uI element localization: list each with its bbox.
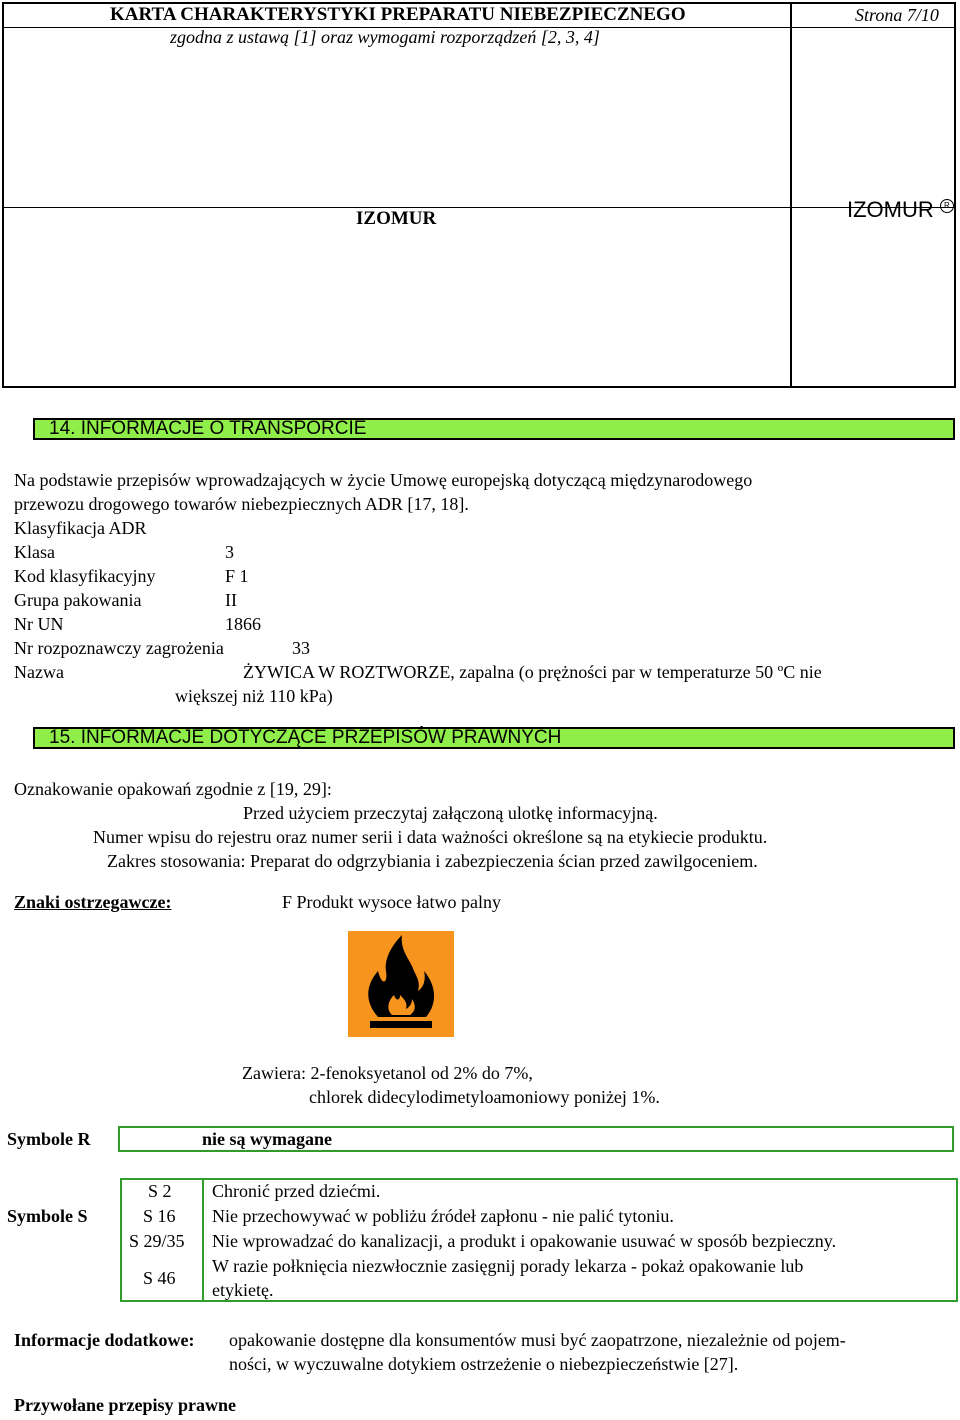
adr-value: 33 — [292, 638, 310, 658]
flame-hazard-icon — [348, 931, 454, 1037]
adr-label: Klasa — [14, 542, 55, 562]
document-subtitle: zgodna z ustawą [1] oraz wymogami rozporządzeń [2, 3, 4] — [170, 27, 600, 47]
additional-info-text: ności, w wyczuwalne dotykiem ostrzeżenie o niebezpieczeństwie [27]. — [229, 1354, 739, 1374]
labeling-heading: Oznakowanie opakowań zgodnie z [19, 29]: — [14, 779, 332, 799]
references-heading: Przywołane przepisy prawne — [14, 1395, 236, 1415]
s-text: Nie przechowywać w pobliżu źródeł zapłonu - nie palić tytoniu. — [212, 1206, 674, 1226]
adr-label: Nr rozpoznawczy zagrożenia — [14, 638, 224, 658]
adr-value: II — [225, 590, 237, 610]
registered-mark-icon — [940, 199, 954, 213]
header-rule — [2, 207, 956, 208]
s-text: Nie wprowadzać do kanalizacji, a produkt i opakowanie usuwać w sposób bezpieczny. — [212, 1231, 837, 1251]
s-table-divider — [202, 1178, 204, 1302]
s-code: S 29/35 — [129, 1231, 185, 1251]
additional-info-text: opakowanie dostępne dla konsumentów musi być zaopatrzone, niezależnie od pojem- — [229, 1330, 846, 1350]
document-title: KARTA CHARAKTERYSTYKI PREPARATU NIEBEZPIECZNEGO — [110, 4, 686, 25]
header-divider — [790, 2, 792, 388]
page-number: Strona 7/10 — [855, 5, 939, 25]
s-text: etykietę. — [212, 1280, 274, 1300]
r-symbols-value: nie są wymagane — [202, 1129, 332, 1149]
s-code: S 16 — [143, 1206, 176, 1226]
section-14-header — [33, 418, 955, 440]
adr-name-value: ŻYWICA W ROZTWORZE, zapalna (o prężności par w temperaturze 50 ºC nie — [243, 662, 822, 682]
product-name: IZOMUR — [356, 208, 437, 229]
adr-value: 1866 — [225, 614, 261, 634]
warning-signs-value: F Produkt wysoce łatwo palny — [282, 892, 501, 912]
adr-name-value: większej niż 110 kPa) — [175, 686, 333, 706]
labeling-text: Zakres stosowania: Preparat do odgrzybiania i zabezpieczenia ścian przed zawilgoceniem. — [107, 851, 758, 871]
product-logo-text: IZOMUR — [847, 197, 934, 222]
additional-info-label: Informacje dodatkowe: — [14, 1330, 195, 1350]
adr-label: Grupa pakowania — [14, 590, 142, 610]
section-15-header — [33, 727, 955, 749]
s-text: W razie połknięcia niezwłocznie zasięgnij porady lekarza - pokaż opakowanie lub — [212, 1256, 804, 1276]
product-logo — [847, 197, 954, 223]
labeling-text: Przed użyciem przeczytaj załączoną ulotkę informacyjną. — [243, 803, 658, 823]
s-text: Chronić przed dziećmi. — [212, 1181, 381, 1201]
adr-value: F 1 — [225, 566, 249, 586]
contains-text: chlorek didecylodimetyloamoniowy poniżej 1%. — [309, 1087, 660, 1107]
section-title: 15. INFORMACJE DOTYCZĄCE PRZEPISÓW PRAWNYCH — [49, 727, 562, 748]
registered-mark: R — [944, 201, 950, 210]
s-symbols-label: Symbole S — [7, 1206, 88, 1226]
r-symbols-label: Symbole R — [7, 1129, 91, 1149]
warning-signs-label: Znaki ostrzegawcze: — [14, 892, 172, 912]
s-code: S 2 — [148, 1181, 172, 1201]
adr-heading: Klasyfikacja ADR — [14, 518, 147, 538]
intro-text: Na podstawie przepisów wprowadzających w życie Umowę europejską dotyczącą międzynarodowego — [14, 470, 753, 490]
adr-label: Kod klasyfikacyjny — [14, 566, 156, 586]
header-box — [2, 2, 956, 388]
adr-label: Nr UN — [14, 614, 64, 634]
contains-text: Zawiera: 2-fenoksyetanol od 2% do 7%, — [242, 1063, 533, 1083]
adr-label: Nazwa — [14, 662, 64, 682]
intro-text: przewozu drogowego towarów niebezpiecznych ADR [17, 18]. — [14, 494, 469, 514]
labeling-text: Numer wpisu do rejestru oraz numer serii i data ważności określone są na etykiecie produktu. — [93, 827, 768, 847]
section-title: 14. INFORMACJE O TRANSPORCIE — [49, 418, 367, 439]
adr-value: 3 — [225, 542, 234, 562]
s-code: S 46 — [143, 1268, 176, 1288]
